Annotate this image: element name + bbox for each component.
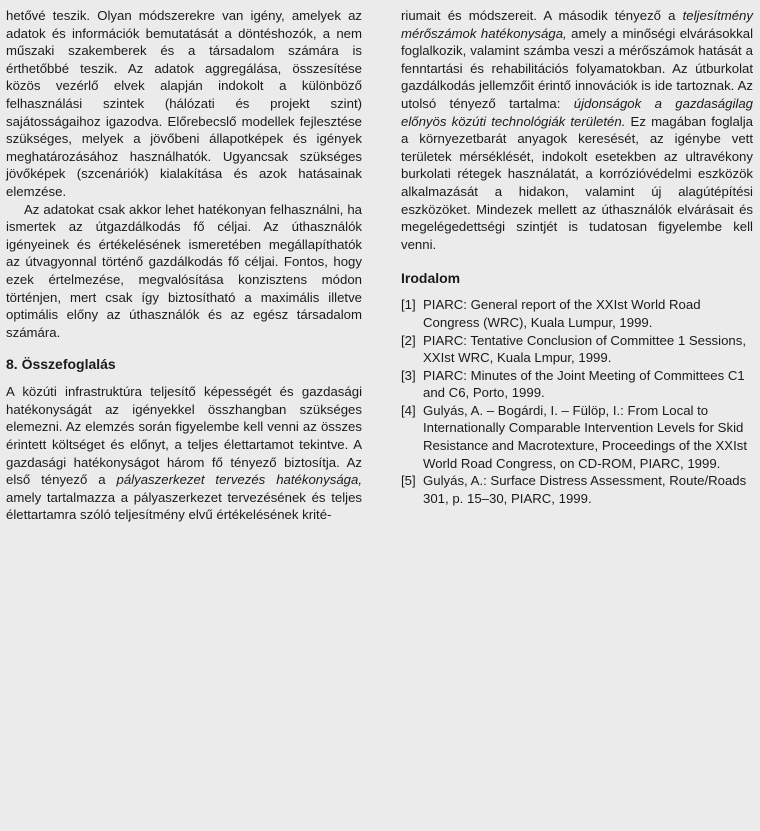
reference-number: [1]: [401, 297, 416, 313]
reference-item: [401, 332, 753, 367]
paragraph-data-methods: hetővé teszik. Olyan módszerekre van igény, amelyek az adatok és információk bemutatását a döntéshozók, a nem műszaki szakemberek és a társadalom számára is érthetőbbé teszik. Az adatok aggregálása, összesítése közös vezérlő elvek alapján indokolt a különböző felhasználási szintek (hálózati és projekt szint) sajátosságaihoz igazodva. Előrebecslő modellek fejlesztése szükséges, melyek a jövőbeni állapotképek és igények meghatározásához használhatók. Ugyancsak szükséges jövőképek (szcenáriók) kialakítása és azok hatásainak elemzése.: [6, 8, 362, 199]
paragraph-road-management-goals: Az adatokat csak akkor lehet hatékonyan felhasználni, ha ismertek az útgazdálkodás fő céljai. Az úthasználók igényeinek és értékelésének ismeretében megállapíthatók az útvagyonnal történő gazdálkodás fő céljai. Fontos, hogy ezek értelmezése, megvalósítása konzisztens módon történjen, mert csak így biztosítható a maximális illetve optimális előny az úthasználók és az egész társadalom számára.: [6, 201, 362, 340]
reference-text: PIARC: General report of the XXIst World Road Congress (WRC), Kuala Lumpur, 1999.: [423, 297, 701, 330]
paragraph-summary: [6, 383, 362, 524]
summary-emphasis-pavement-design: pályaszerkezet tervezés hatékonysága,: [116, 472, 362, 488]
reference-item: [401, 472, 753, 507]
reference-number: [2]: [401, 332, 416, 348]
reference-list: [401, 296, 753, 507]
reference-number: [4]: [401, 402, 416, 418]
emphasis-innovations: újdonságok a gazdaságilag előnyös közúti technológiák területén.: [401, 95, 753, 129]
reference-text: Gulyás, A.: Surface Distress Assessment, Route/Roads 301, p. 15–30, PIARC, 1999.: [423, 473, 747, 506]
reference-text: PIARC: Minutes of the Joint Meeting of Committees C1 and C6, Porto, 1999.: [423, 367, 745, 401]
reference-item: [401, 402, 753, 472]
reference-item: [401, 296, 753, 331]
summary-text-part-1: A közúti infrastruktúra teljesítő képességét és gazdasági hatékonyságát az igényekkel összhangban szükséges elemezni. Az elemzés során figyelembe kell venni az összes érintett költséget és előnyt, a teljes élettartamot tekintve. A gazdasági hatékonyságot három fő tényező biztosítja. Az első tényező a: [6, 384, 362, 488]
reference-text: PIARC: Tentative Conclusion of Committee 1 Sessions, XXIst WRC, Kuala Lmpur, 1999.: [423, 332, 746, 366]
reference-text: Gulyás, A. – Bogárdi, I. – Fülöp, I.: From Local to Internationally Comparable Intervention Levels for Skid Resistance and Macrotexture, Proceedings of the XXIst World Road Congress, on CD-ROM, PIARC, 1999.: [423, 402, 747, 471]
reference-item: [401, 367, 753, 402]
continued-text-part-1: riumait és módszereit. A második tényező a: [401, 8, 683, 23]
paragraph-summary-continued: [401, 7, 753, 253]
summary-text-part-2: amely tartalmazza a pályaszerkezet tervezésének és teljes élettartamra szóló teljesítmény elvű értékelésének krité-: [6, 489, 362, 523]
left-column: [6, 7, 362, 524]
section-heading-references: Irodalom: [401, 270, 461, 287]
reference-number: [5]: [401, 473, 416, 489]
continued-text-part-3: Ez magában foglalja a környezetbarát anyagok keresését, az igénybe vett területek mérséklését, indokolt esetekben az ultravékony burkolati rétegek használatát, a korrózióvédelmi eszközök alkalmazását a hidakon, valamint új alagútépítési eszközöket. Mindezek mellett az úthasználók elvárásait és megelégedettségi szintjét is tudatosan figyelembe kell venni.: [401, 113, 753, 252]
section-heading-summary: 8. Összefoglalás: [6, 356, 116, 373]
continued-text-part-2: amely a minőségi elvárásokkal foglalkozik, valamint számba veszi a mérőszámok hatását a fenntartási és rehabilitációs folyamatokban. Az útburkolat gazdálkodás jellemzőit érintő innovációk is ide tartoznak. Az utolsó tényező tartalma:: [401, 25, 753, 111]
emphasis-performance-metrics: teljesítmény mérőszámok hatékonysága,: [401, 8, 753, 41]
right-column: [401, 7, 753, 507]
reference-number: [3]: [401, 367, 416, 383]
